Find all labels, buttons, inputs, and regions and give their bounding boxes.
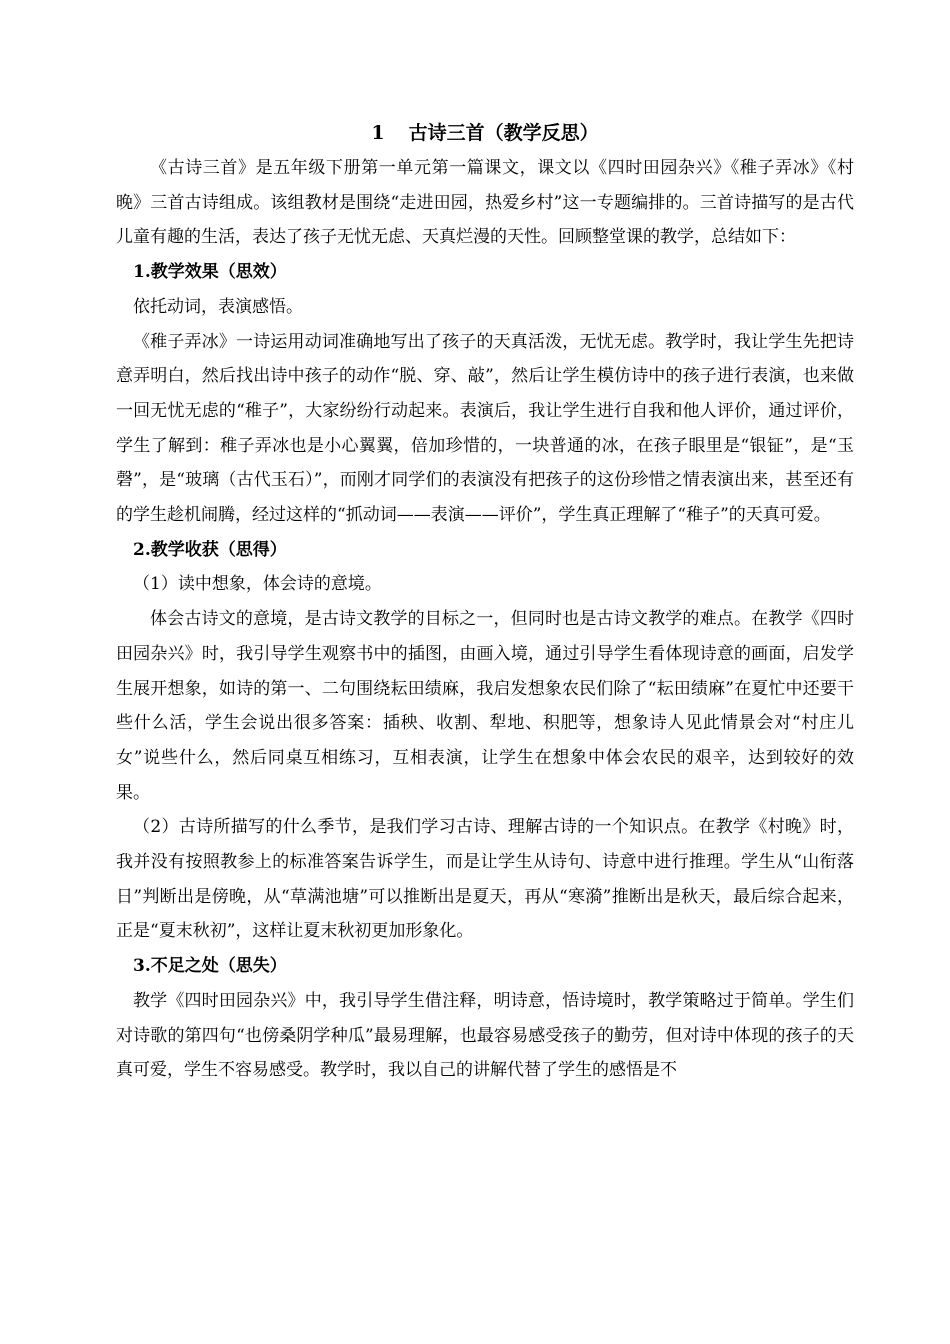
title-number: 1 [371,122,385,144]
section-heading-gain: 2.教学收获（思得） [133,539,287,560]
title-text: 古诗三首（教学反思） [408,122,599,144]
gain-paragraph-1: 体会古诗文的意境，是古诗文教学的目标之一，但同时也是古诗文教学的难点。在教学《四时田园杂兴》时，我引导学生观察书中的插图，由画入境，通过引导学生看体现诗意的画面，启发学生展开想象，如诗的第一、二句围绕耘田绩麻，我启发想象农民们除了“耘田绩麻”在夏忙中还要干些什么活，学生会说出很多答案：插秧、收割、犁地、积肥等，想象诗人见此情景会对“村庄儿女”说些什么，然后同桌互相练习，互相表演，让学生在想象中体会农民的艰辛，达到较好的效果。 [116,609,854,803]
document-body [116,116,854,1088]
gain-paragraph-2: （2）古诗所描写的什么季节，是我们学习古诗、理解古诗的一个知识点。在教学《村晚》时，我并没有按照教参上的标准答案告诉学生，而是让学生从诗句、诗意中进行推理。学生从“山衔落日”判断出是傍晚，从“草满池塘”可以推断出是夏天，再从“寒漪”推断出是秋天，最后综合起来，正是“夏末秋初”，这样让夏末秋初更加形象化。 [116,817,854,942]
section-heading-effect: 1.教学效果（思效） [133,262,287,283]
shortcoming-paragraph: 教学《四时田园杂兴》中，我引导学生借注释，明诗意，悟诗境时，教学策略过于简单。学生们对诗歌的第四句“也傍桑阴学种瓜”最易理解，也最容易感受孩子的勤劳，但对诗中体现的孩子的天真可爱，学生不容易感受。教学时，我以自己的讲解代替了学生的感悟是不 [116,990,854,1081]
section-heading-shortcoming: 3.不足之处（思失） [133,956,287,977]
intro-paragraph: 《古诗三首》是五年级下册第一单元第一篇课文，课文以《四时田园杂兴》《稚子弄冰》《村晚》三首古诗组成。该组教材是围绕“走进田园，热爱乡村”这一专题编排的。三首诗描写的是古代儿童有趣的生活，表达了孩子无忧无虑、天真烂漫的天性。回顾整堂课的教学，总结如下： [116,158,854,248]
page-title [116,116,854,150]
effect-subheading: 依托动词，表演感悟。 [133,296,303,317]
effect-paragraph: 《稚子弄冰》一诗运用动词准确地写出了孩子的天真活泼，无忧无虑。教学时，我让学生先把诗意弄明白，然后找出诗中孩子的动作“脱、穿、敲”，然后让学生模仿诗中的孩子进行表演，也来做一回无忧无虑的“稚子”，大家纷纷行动起来。表演后，我让学生进行自我和他人评价，通过评价，学生了解到：稚子弄冰也是小心翼翼，倍加珍惜的，一块普通的冰，在孩子眼里是“银钲”，是“玉磬”，是“玻璃（古代玉石）”，而刚才同学们的表演没有把孩子的这份珍惜之情表演出来，甚至还有的学生趁机闹腾，经过这样的“抓动词——表演——评价”，学生真正理解了“稚子”的天真可爱。 [116,331,854,526]
gain-subheading-1: （1）读中想象，体会诗的意境。 [133,574,382,595]
